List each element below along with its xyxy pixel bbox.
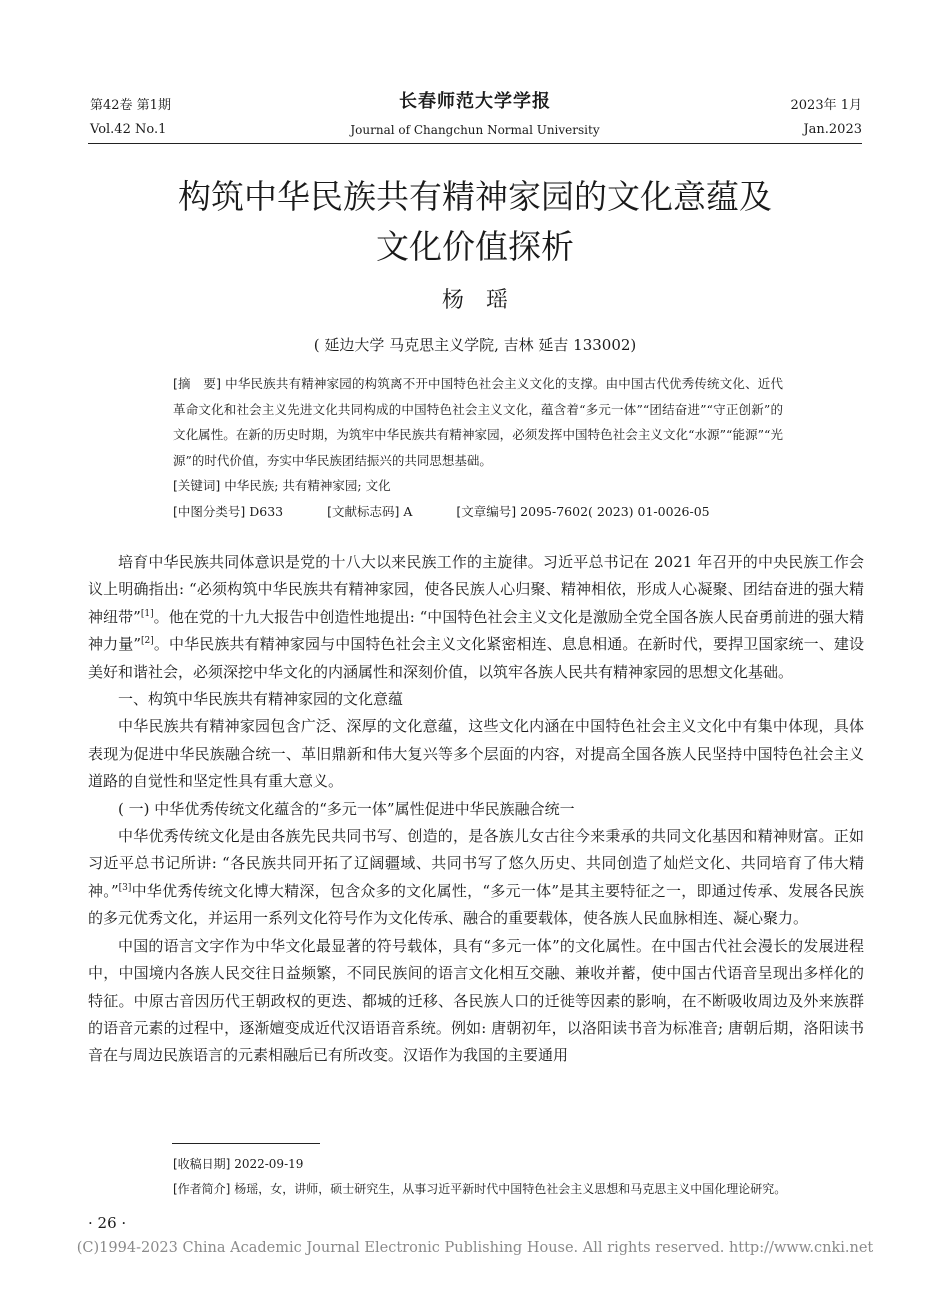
subsection-heading: ( 一) 中华优秀传统文化蕴含的“多元一体”属性促进中华民族融合统一 <box>118 799 575 818</box>
title-line-2: 文化价值探析 <box>376 227 574 266</box>
volume-cn: 第42卷 第1期 <box>90 98 171 113</box>
article-body <box>88 549 864 1070</box>
body-paragraph <box>88 549 864 686</box>
footnotes <box>173 1152 863 1202</box>
received-label: [收稿日期] <box>173 1157 231 1171</box>
citation-marker: [3] <box>118 882 132 893</box>
classification-line <box>173 499 783 525</box>
bio-label: [作者简介] <box>173 1182 231 1196</box>
journal-title-en: Journal of Changchun Normal University <box>350 123 600 137</box>
body-paragraph: 中国的语言文字作为中华文化最显著的符号载体，具有“多元一体”的文化属性。在中国古代社会漫长的发展进程中，中国境内各族人民交往日益频繁，不同民族间的语言文化相互交融、兼收并蓄，使中国古代语音呈现出多样化的特征。中原古音因历代王朝政权的更迭、都城的迁移、各民族人口的迁徙等因素的影响，在不断吸收周边及外来族群的语音元素的过程中，逐渐嬗变成近代汉语语音系统。例如: 唐朝初年，以洛阳读书音为标准音; 唐朝后期，洛阳读书音在与周边民族语言的元素相融后已有所改变。汉语作为我国的主要通用 <box>88 936 864 1065</box>
author-bio-note <box>173 1177 863 1202</box>
copyright-watermark: (C)1994-2023 China Academic Journal Electronic Publishing House. All rights reserved. http://www.cnki.net <box>76 1240 874 1256</box>
author-affiliation: ( 延边大学 马克思主义学院, 吉林 延吉 133002) <box>313 336 637 354</box>
doc-code: A <box>403 503 413 519</box>
body-paragraph: 中华民族共有精神家园包含广泛、深厚的文化意蕴，这些文化内涵在中国特色社会主义文化中有集中体现，具体表现为促进中华民族融合统一、革旧鼎新和伟大复兴等多个层面的内容，对提高全国各族人民坚持中国特色社会主义道路的自觉性和坚定性具有重大意义。 <box>88 717 864 791</box>
body-text-segment: 。他在党的十九大报告中创造性地提出: “中国特色社会主义文化是激励全党全国各族人民奋勇前进的强大精神力量” <box>88 607 865 654</box>
doc-code-label: [文献标志码] <box>327 503 400 519</box>
journal-title-cn: 长春师范大学学报 <box>399 91 551 112</box>
body-text-segment: 中华优秀传统文化是由各族先民共同书写、创造的，是各族儿女古往今来秉承的共同文化基因和精神财富。正如习近平总书记所讲: “各民族共同开拓了辽阔疆域、共同书写了悠久历史、共同创造了灿烂文化、共同培育了伟大精神。” <box>88 827 864 900</box>
abstract-block <box>173 371 783 524</box>
clc-label: [中图分类号] <box>173 503 246 519</box>
clc-number: D633 <box>249 503 284 519</box>
body-text-segment: 中华优秀传统文化博大精深，包含众多的文化属性，“多元一体”是其主要特征之一，即通过传承、发展各民族的多元优秀文化，并运用一系列文化符号作为文化传承、融合的重要载体，使各族人民血脉相连、凝心聚力。 <box>88 881 864 928</box>
received-date: 2022-09-19 <box>234 1157 304 1171</box>
section-heading: 一、构筑中华民族共有精神家园的文化意蕴 <box>118 690 404 709</box>
keywords-label: [关键词] <box>173 478 221 493</box>
abstract-text: 中华民族共有精神家园的构筑离不开中国特色社会主义文化的支撑。由中国古代优秀传统文化、近代革命文化和社会主义先进文化共同构成的中国特色社会主义文化，蕴含着“多元一体”“团结奋进”“守正创新”的文化属性。在新的历史时期，为筑牢中华民族共有精神家园，必须发挥中国特色社会主义文化“水源”“能源”“光源”的时代价值，夯实中华民族团结振兴的共同思想基础。 <box>173 376 783 468</box>
volume-en: Vol.42 No.1 <box>90 122 167 137</box>
author-name: 杨瑶 <box>441 288 530 313</box>
title-line-1: 构筑中华民族共有精神家园的文化意蕴及 <box>178 177 772 216</box>
body-text-segment: 。中华民族共有精神家园与中国特色社会主义文化紧密相连、息息相通。在新时代，要捍卫国家统一、建设美好和谐社会，必须深挖中华文化的内涵属性和深刻价值，以筑牢各族人民共有精神家园的思想文化基础。 <box>88 635 864 681</box>
author-bio: 杨瑶，女，讲师，硕士研究生，从事习近平新时代中国特色社会主义思想和马克思主义中国化理论研究。 <box>234 1182 787 1196</box>
article-number-label: [文章编号] <box>456 503 517 519</box>
page-number: · 26 · <box>88 1214 127 1232</box>
body-text-segment: 培育中华民族共同体意识是党的十八大以来民族工作的主旋律。习近平总书记在 2021 年召开的中央民族工作会议上明确指出: “必须构筑中华民族共有精神家园，使各民族人心归聚、精神相依，形成人心凝聚、团结奋进的强大精神纽带” <box>88 553 864 626</box>
citation-marker: [1] <box>140 608 154 619</box>
issue-date-en: Jan.2023 <box>803 122 862 137</box>
header-divider <box>88 143 862 144</box>
footnote-divider <box>172 1143 320 1144</box>
citation-marker: [2] <box>141 636 154 647</box>
received-date-note <box>173 1152 863 1177</box>
article-title <box>90 172 860 272</box>
abstract-label: [摘 要] <box>173 376 221 391</box>
issue-date-cn: 2023年 1月 <box>790 98 862 113</box>
article-number: 2095-7602( 2023) 01-0026-05 <box>520 503 710 519</box>
keywords: 中华民族; 共有精神家园; 文化 <box>224 478 391 493</box>
body-paragraph <box>88 823 864 933</box>
running-header-right <box>791 94 863 142</box>
keywords-line <box>173 473 783 499</box>
abstract-paragraph <box>173 371 783 473</box>
